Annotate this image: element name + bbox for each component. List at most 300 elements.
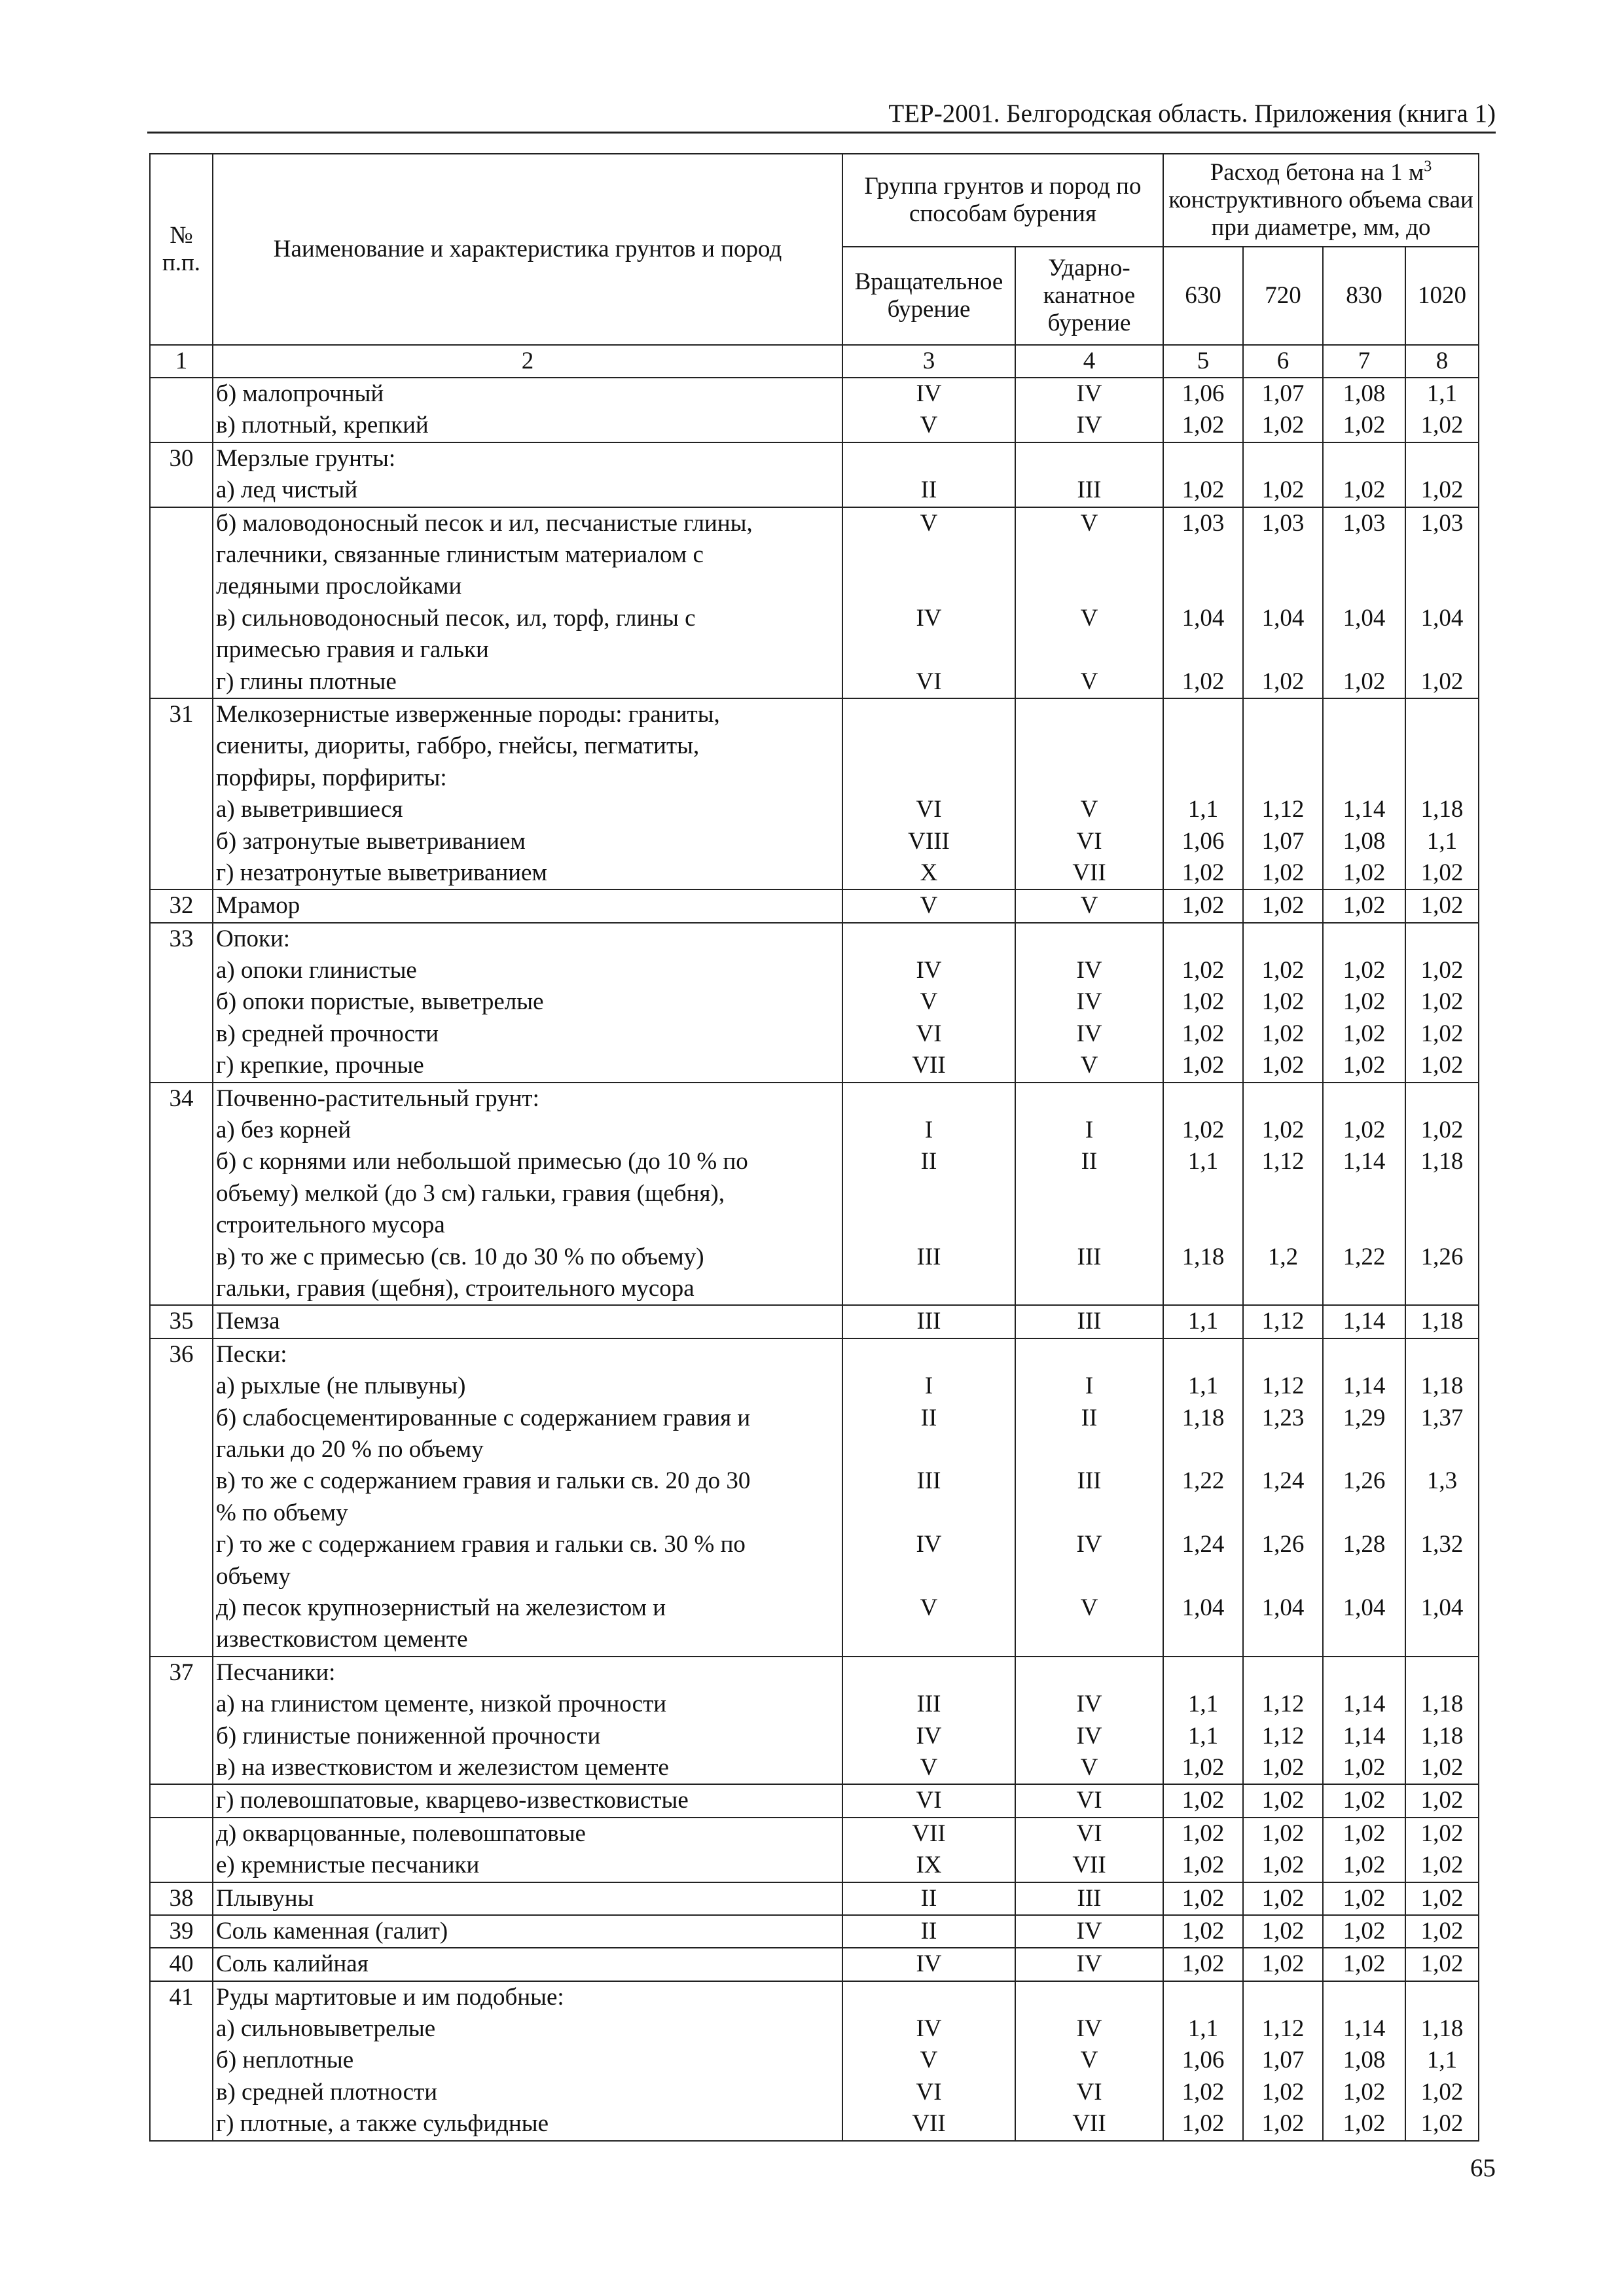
- row-number: [150, 1882, 213, 1915]
- group-value: VI: [916, 796, 942, 823]
- consumption-value: 1,28: [1343, 1531, 1386, 1558]
- consumption-cell-1020: [1405, 378, 1479, 442]
- consumption-value: 1,02: [1182, 1917, 1225, 1945]
- row-number-text: [153, 508, 209, 539]
- consumption-value: 1,12: [1261, 2015, 1305, 2043]
- consumption-value: 1,02: [1261, 859, 1305, 886]
- header-d630: 630: [1163, 247, 1243, 345]
- consumption-cell-1020: [1405, 1981, 1479, 2141]
- consumption-value: 1,04: [1420, 1594, 1464, 1621]
- consumption-value: 1,02: [1420, 892, 1464, 920]
- group-value: VI: [916, 1787, 942, 1814]
- soil-name-line: Почвенно-растительный грунт:: [216, 1085, 539, 1112]
- consumption-value: [1246, 924, 1320, 955]
- consumption-cell-720: [1243, 1338, 1323, 1657]
- consumption-value: 1,18: [1182, 1404, 1225, 1431]
- group-value: IV: [916, 380, 942, 407]
- group-value: VI: [1076, 827, 1102, 855]
- table-row: [150, 1657, 1479, 1785]
- table-row: [150, 1882, 1479, 1915]
- consumption-value: 1,04: [1182, 1594, 1225, 1621]
- consumption-value: 1,06: [1182, 2047, 1225, 2074]
- consumption-value: [1326, 1339, 1402, 1371]
- soil-name-line: б) опоки пористые, выветрелые: [216, 988, 544, 1016]
- soil-name-line: г) крепкие, прочные: [216, 1052, 424, 1079]
- consumption-value: 1,12: [1261, 1691, 1305, 1718]
- consumption-value: 1,04: [1261, 604, 1305, 632]
- soil-name-line: Опоки:: [216, 925, 291, 952]
- group-value: II: [920, 1917, 937, 1945]
- consumption-value: [1409, 1083, 1475, 1115]
- soil-name-line: в) то же с содержанием гравия и гальки св. 20 до 30: [216, 1467, 751, 1495]
- consumption-cell-1020: [1405, 442, 1479, 507]
- soil-name-line: в) то же с примесью (св. 10 до 30 % по объему): [216, 1243, 704, 1270]
- consumption-value: 1,02: [1420, 1052, 1464, 1079]
- consumption-cell-830: [1323, 1818, 1405, 1882]
- header-num: № п.п.: [150, 154, 213, 345]
- group-value: IV: [1076, 1531, 1102, 1558]
- consumption-value: 1,02: [1343, 2110, 1386, 2138]
- consumption-value: 1,02: [1343, 668, 1386, 695]
- soil-name-line: б) глинистые пониженной прочности: [216, 1722, 601, 1749]
- soil-name-line: в) средней прочности: [216, 1020, 439, 1047]
- consumption-value: 1,02: [1182, 1020, 1225, 1047]
- row-number-text: 35: [169, 1308, 194, 1335]
- consumption-value: 1,26: [1420, 1243, 1464, 1270]
- group-value: V: [920, 892, 938, 920]
- consumption-cell-1020: [1405, 1083, 1479, 1306]
- consumption-cell-720: [1243, 1882, 1323, 1915]
- soil-name-line: сиениты, диориты, габбро, гнейсы, пегматиты,: [216, 732, 700, 760]
- consumption-value: 1,12: [1261, 1148, 1305, 1175]
- consumption-value: 1,02: [1182, 2078, 1225, 2106]
- consumption-cell-630: [1163, 1305, 1243, 1338]
- consumption-cell-1020: [1405, 698, 1479, 889]
- group-value: [1019, 699, 1160, 794]
- rotary-group-cell: [842, 1948, 1015, 1981]
- soil-name-cell: [213, 1981, 842, 2141]
- table-row: [150, 1948, 1479, 1981]
- rotary-group-cell: [842, 1915, 1015, 1948]
- percussion-group-cell: [1015, 507, 1163, 698]
- row-number: [150, 1657, 213, 1785]
- row-number: [150, 1784, 213, 1817]
- soil-name-line: а) выветрившиеся: [216, 796, 403, 823]
- header-consumption-sup: 3: [1424, 158, 1432, 175]
- consumption-cell-1020: [1405, 1657, 1479, 1785]
- consumption-value: 1,22: [1343, 1243, 1386, 1270]
- consumption-value: 1,07: [1261, 827, 1305, 855]
- consumption-value: 1,02: [1182, 476, 1225, 504]
- soil-name-line: а) сильновыветрелые: [216, 2015, 436, 2043]
- group-value: V: [1080, 668, 1098, 695]
- consumption-value: 1,02: [1343, 1020, 1386, 1047]
- soil-name-line: строительного мусора: [216, 1211, 445, 1239]
- group-value: III: [1077, 1308, 1102, 1335]
- table-row: [150, 1305, 1479, 1338]
- rotary-group-cell: [842, 442, 1015, 507]
- consumption-value: 1,02: [1182, 1787, 1225, 1814]
- rotary-group-cell: [842, 1882, 1015, 1915]
- consumption-cell-720: [1243, 1305, 1323, 1338]
- col-number: 2: [213, 345, 842, 378]
- consumption-value: 1,1: [1187, 796, 1219, 823]
- soil-name-line: Песчаники:: [216, 1659, 336, 1686]
- group-value: VI: [1076, 1820, 1102, 1847]
- consumption-value: 1,14: [1343, 2015, 1386, 2043]
- consumption-value: [1166, 1657, 1240, 1689]
- group-value: II: [1081, 1148, 1098, 1175]
- soil-name-line: а) опоки глинистые: [216, 957, 417, 984]
- consumption-value: 1,02: [1261, 1117, 1305, 1144]
- group-value: II: [920, 476, 937, 504]
- group-value: [1019, 1339, 1160, 1371]
- consumption-value: 1,12: [1261, 1722, 1305, 1749]
- consumption-value: 1,02: [1343, 2078, 1386, 2106]
- consumption-cell-1020: [1405, 889, 1479, 922]
- group-value: [1019, 1657, 1160, 1689]
- percussion-group-cell: [1015, 1338, 1163, 1657]
- consumption-value: 1,02: [1420, 1917, 1464, 1945]
- consumption-cell-630: [1163, 1657, 1243, 1785]
- consumption-cell-830: [1323, 1915, 1405, 1948]
- soil-name-cell: [213, 1338, 842, 1657]
- consumption-value: [1326, 443, 1402, 475]
- consumption-value: 1,02: [1420, 668, 1464, 695]
- soil-name-line: б) маловодоносный песок и ил, песчанистые глины,: [216, 509, 753, 537]
- consumption-value: 1,02: [1182, 1820, 1225, 1847]
- group-value: IV: [1076, 1917, 1102, 1945]
- row-number-text: [153, 1818, 209, 1850]
- consumption-value: 1,02: [1420, 988, 1464, 1016]
- consumption-cell-630: [1163, 1338, 1243, 1657]
- consumption-cell-720: [1243, 507, 1323, 698]
- consumption-value: 1,14: [1343, 1722, 1386, 1749]
- consumption-value: 1,02: [1261, 1950, 1305, 1978]
- consumption-cell-630: [1163, 1981, 1243, 2141]
- soil-name-line: г) полевошпатовые, кварцево-известковистые: [216, 1787, 689, 1814]
- row-number-text: 34: [169, 1085, 194, 1112]
- header-d1020: 1020: [1405, 247, 1479, 345]
- consumption-cell-830: [1323, 1338, 1405, 1657]
- group-value: V: [1080, 796, 1098, 823]
- soil-name-line: Мелкозернистые изверженные породы: граниты,: [216, 700, 720, 728]
- consumption-cell-630: [1163, 1948, 1243, 1981]
- consumption-value: 1,02: [1343, 1852, 1386, 1879]
- consumption-value: 1,02: [1261, 668, 1305, 695]
- soil-name-cell: [213, 1305, 842, 1338]
- group-value: VII: [912, 2110, 946, 2138]
- consumption-cell-630: [1163, 1882, 1243, 1915]
- group-value: III: [916, 1467, 941, 1495]
- consumption-value: [1326, 699, 1402, 794]
- consumption-value: 1,02: [1420, 1884, 1464, 1912]
- header-consumption-main: Расход бетона на 1 м: [1210, 159, 1424, 186]
- page-header: ТЕР-2001. Белгородская область. Приложения (книга 1): [888, 99, 1496, 128]
- consumption-value: 1,02: [1261, 1852, 1305, 1879]
- consumption-value: 1,06: [1182, 827, 1225, 855]
- consumption-value: 1,02: [1343, 892, 1386, 920]
- consumption-value: 1,26: [1261, 1531, 1305, 1558]
- group-value: IX: [916, 1852, 942, 1879]
- consumption-value: 1,1: [1187, 1148, 1219, 1175]
- consumption-value: 1,18: [1420, 1308, 1464, 1335]
- consumption-cell-830: [1323, 1948, 1405, 1981]
- group-value: [1019, 1982, 1160, 2013]
- consumption-value: [1409, 1982, 1475, 2013]
- group-value: III: [1077, 1243, 1102, 1270]
- consumption-value: 1,14: [1343, 1148, 1386, 1175]
- soil-name-line: г) плотные, а также сульфидные: [216, 2110, 549, 2138]
- soil-name-cell: [213, 1948, 842, 1981]
- group-value: VII: [912, 1052, 946, 1079]
- consumption-cell-830: [1323, 923, 1405, 1083]
- col-number: 8: [1405, 345, 1479, 378]
- group-value: I: [924, 1117, 933, 1144]
- soil-name-line: Руды мартитовые и им подобные:: [216, 1983, 564, 2011]
- consumption-cell-830: [1323, 1305, 1405, 1338]
- consumption-value: 1,18: [1420, 796, 1464, 823]
- consumption-value: 1,18: [1420, 1691, 1464, 1718]
- soil-name-line: примесью гравия и гальки: [216, 636, 489, 664]
- group-value: VIII: [908, 827, 950, 855]
- soil-name-line: порфиры, порфириты:: [216, 764, 447, 791]
- group-value: X: [920, 859, 938, 886]
- consumption-value: 1,02: [1343, 476, 1386, 504]
- consumption-value: 1,04: [1343, 604, 1386, 632]
- consumption-value: 1,24: [1182, 1531, 1225, 1558]
- row-number-text: 36: [169, 1340, 194, 1368]
- row-number: [150, 442, 213, 507]
- percussion-group-cell: [1015, 1882, 1163, 1915]
- group-value: V: [920, 988, 938, 1016]
- soil-name-line: в) на известковистом и железистом цементе: [216, 1753, 669, 1781]
- consumption-value: 1,02: [1343, 1052, 1386, 1079]
- soil-name-cell: [213, 698, 842, 889]
- group-value: II: [920, 1884, 937, 1912]
- consumption-value: 1,14: [1343, 1308, 1386, 1335]
- table-row: [150, 889, 1479, 922]
- consumption-value: [1409, 1339, 1475, 1371]
- percussion-group-cell: [1015, 1784, 1163, 1817]
- consumption-value: [1326, 924, 1402, 955]
- consumption-value: 1,02: [1261, 1753, 1305, 1781]
- consumption-value: 1,08: [1343, 2047, 1386, 2074]
- consumption-cell-830: [1323, 1784, 1405, 1817]
- consumption-value: 1,02: [1261, 1884, 1305, 1912]
- group-value: I: [1085, 1372, 1094, 1400]
- consumption-cell-830: [1323, 698, 1405, 889]
- group-value: VII: [912, 1820, 946, 1847]
- consumption-cell-720: [1243, 923, 1323, 1083]
- consumption-value: 1,04: [1182, 604, 1225, 632]
- consumption-cell-720: [1243, 442, 1323, 507]
- table-body: [150, 378, 1479, 2141]
- group-value: [846, 1083, 1012, 1115]
- consumption-value: 1,12: [1261, 796, 1305, 823]
- row-number: [150, 1948, 213, 1981]
- table-row: [150, 1981, 1479, 2141]
- header-consumption-tail: конструктивного объема сваи при диаметре, мм, до: [1168, 187, 1473, 241]
- consumption-value: 1,02: [1343, 1950, 1386, 1978]
- consumption-cell-1020: [1405, 1338, 1479, 1657]
- consumption-cell-720: [1243, 1784, 1323, 1817]
- group-value: II: [1081, 1404, 1098, 1431]
- consumption-cell-720: [1243, 889, 1323, 922]
- soil-name-line: гальки до 20 % по объему: [216, 1435, 484, 1463]
- row-number-text: 31: [169, 700, 194, 728]
- consumption-value: 1,02: [1261, 2110, 1305, 2138]
- consumption-cell-830: [1323, 1981, 1405, 2141]
- consumption-value: 1,02: [1420, 476, 1464, 504]
- table-row: [150, 1818, 1479, 1882]
- group-value: IV: [1076, 2015, 1102, 2043]
- header-name: Наименование и характеристика грунтов и пород: [213, 154, 842, 345]
- consumption-value: 1,23: [1261, 1404, 1305, 1431]
- soil-name-line: в) сильноводоносный песок, ил, торф, глины с: [216, 604, 696, 632]
- consumption-cell-630: [1163, 889, 1243, 922]
- soil-name-cell: [213, 889, 842, 922]
- header-rotary: Вращательное бурение: [842, 247, 1015, 345]
- consumption-value: 1,1: [1426, 2047, 1458, 2074]
- consumption-value: [1326, 1083, 1402, 1115]
- consumption-value: 1,03: [1343, 509, 1386, 537]
- consumption-value: 1,02: [1343, 957, 1386, 984]
- consumption-cell-1020: [1405, 507, 1479, 698]
- consumption-value: 1,14: [1343, 1372, 1386, 1400]
- group-value: V: [1080, 1594, 1098, 1621]
- consumption-value: 1,02: [1343, 1820, 1386, 1847]
- group-value: VII: [1072, 2110, 1106, 2138]
- consumption-value: 1,02: [1182, 988, 1225, 1016]
- percussion-group-cell: [1015, 1657, 1163, 1785]
- consumption-value: 1,02: [1261, 988, 1305, 1016]
- row-number-text: [153, 378, 209, 410]
- soil-name-line: известковистом цементе: [216, 1626, 468, 1653]
- table-row: [150, 698, 1479, 889]
- group-value: V: [920, 1753, 938, 1781]
- soil-name-cell: [213, 1915, 842, 1948]
- header-consumption: [1163, 154, 1479, 247]
- consumption-cell-630: [1163, 1915, 1243, 1948]
- consumption-cell-630: [1163, 1784, 1243, 1817]
- percussion-group-cell: [1015, 1981, 1163, 2141]
- consumption-value: [1246, 1339, 1320, 1371]
- consumption-value: 1,14: [1343, 796, 1386, 823]
- row-number-text: 38: [169, 1884, 194, 1912]
- soil-name-cell: [213, 1818, 842, 1882]
- group-value: VI: [916, 2078, 942, 2106]
- group-value: V: [1080, 604, 1098, 632]
- group-value: V: [1080, 2047, 1098, 2074]
- group-value: V: [920, 1594, 938, 1621]
- consumption-cell-830: [1323, 378, 1405, 442]
- table-row: [150, 442, 1479, 507]
- soil-concrete-table: [149, 153, 1479, 2142]
- soil-name-line: % по объему: [216, 1499, 348, 1526]
- soil-name-line: Соль каменная (галит): [216, 1917, 448, 1945]
- soil-name-line: в) плотный, крепкий: [216, 412, 429, 439]
- consumption-value: 1,1: [1187, 1722, 1219, 1749]
- consumption-value: 1,02: [1182, 859, 1225, 886]
- consumption-value: [1166, 1339, 1240, 1371]
- consumption-value: [1409, 699, 1475, 794]
- soil-name-line: е) кремнистые песчаники: [216, 1852, 480, 1879]
- table-row: [150, 1338, 1479, 1657]
- consumption-value: 1,02: [1182, 2110, 1225, 2138]
- consumption-value: 1,02: [1182, 1884, 1225, 1912]
- group-value: [846, 1657, 1012, 1689]
- consumption-value: 1,02: [1420, 1753, 1464, 1781]
- soil-name-line: а) рыхлые (не плывуны): [216, 1372, 466, 1400]
- soil-name-cell: [213, 442, 842, 507]
- soil-name-line: объему) мелкой (до 3 см) гальки, гравия (щебня),: [216, 1179, 725, 1207]
- group-value: III: [916, 1691, 941, 1718]
- consumption-value: 1,02: [1343, 1787, 1386, 1814]
- soil-name-line: Мрамор: [216, 892, 300, 920]
- row-number-text: 39: [169, 1917, 194, 1945]
- consumption-value: [1246, 699, 1320, 794]
- consumption-value: 1,03: [1261, 509, 1305, 537]
- soil-name-line: ледяными прослойками: [216, 573, 462, 600]
- consumption-value: 1,08: [1343, 380, 1386, 407]
- group-value: IV: [1076, 1691, 1102, 1718]
- consumption-cell-1020: [1405, 1818, 1479, 1882]
- consumption-cell-630: [1163, 1083, 1243, 1306]
- group-value: V: [920, 509, 938, 537]
- group-value: [1019, 1083, 1160, 1115]
- table-row: [150, 1784, 1479, 1817]
- page-number: 65: [1470, 2154, 1496, 2182]
- percussion-group-cell: [1015, 1948, 1163, 1981]
- consumption-value: 1,02: [1182, 412, 1225, 439]
- consumption-value: [1166, 443, 1240, 475]
- consumption-value: 1,02: [1343, 1753, 1386, 1781]
- rotary-group-cell: [842, 1338, 1015, 1657]
- consumption-value: 1,08: [1343, 827, 1386, 855]
- soil-name-line: б) с корнями или небольшой примесью (до 10 % по: [216, 1148, 748, 1175]
- consumption-value: 1,18: [1420, 1372, 1464, 1400]
- percussion-group-cell: [1015, 1305, 1163, 1338]
- consumption-value: 1,02: [1182, 1753, 1225, 1781]
- group-value: IV: [916, 604, 942, 632]
- rotary-group-cell: [842, 507, 1015, 698]
- group-value: VI: [1076, 1787, 1102, 1814]
- row-number-text: 30: [169, 444, 194, 472]
- soil-name-cell: [213, 1657, 842, 1785]
- rotary-group-cell: [842, 378, 1015, 442]
- group-value: IV: [916, 957, 942, 984]
- col-number: 5: [1163, 345, 1243, 378]
- group-value: IV: [1076, 1950, 1102, 1978]
- soil-name-line: д) песок крупнозернистый на железистом и: [216, 1594, 666, 1621]
- row-number-text: 41: [169, 1983, 194, 2011]
- consumption-cell-1020: [1405, 1784, 1479, 1817]
- consumption-value: 1,1: [1426, 380, 1458, 407]
- table-row: [150, 378, 1479, 442]
- row-number: [150, 889, 213, 922]
- row-number: [150, 698, 213, 889]
- consumption-value: 1,14: [1343, 1691, 1386, 1718]
- consumption-value: [1166, 1982, 1240, 2013]
- header-d720: 720: [1243, 247, 1323, 345]
- consumption-value: 1,02: [1182, 1950, 1225, 1978]
- group-value: [1019, 924, 1160, 955]
- col-number: 6: [1243, 345, 1323, 378]
- col-number: 7: [1323, 345, 1405, 378]
- soil-name-line: Соль калийная: [216, 1950, 369, 1978]
- group-value: IV: [1076, 957, 1102, 984]
